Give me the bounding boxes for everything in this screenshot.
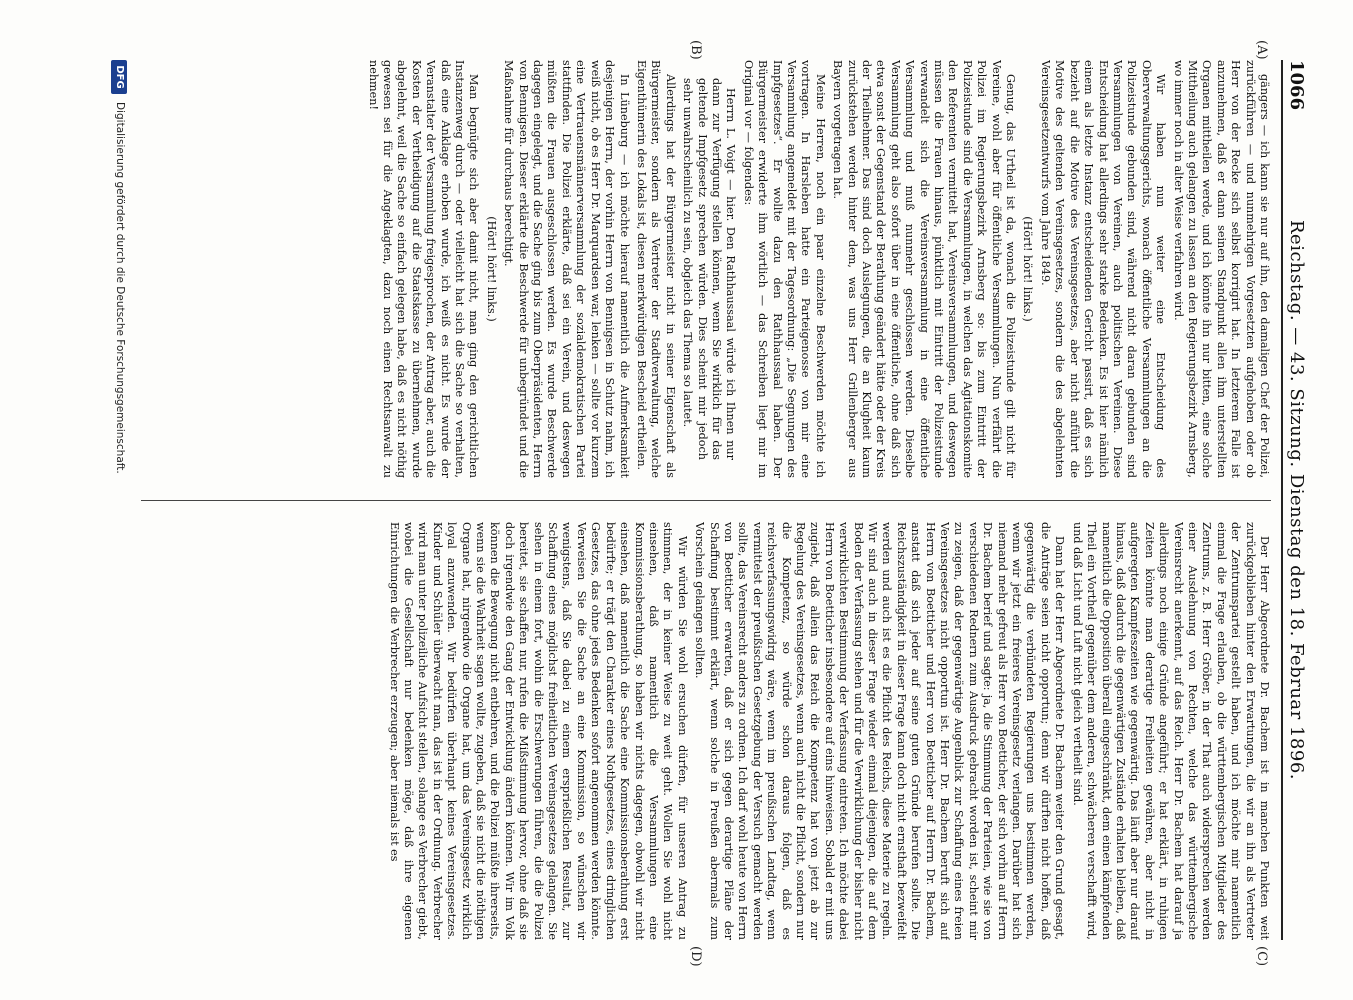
page-footer	[87, 60, 127, 940]
paragraph: Dann hat der Herr Abgeordnete Dr. Bachem weiter den Grund gesagt, die Anträge seien nicht opportun; denn wir dürften nicht hoffen, daß gegenwärtig die verbündeten Regierungen uns bestimmen werden, wenn wir jetzt ein freieres Vereinsgesetz verlangen. Darüber hat sich niemand mehr gefreut als Herr von Boetticher, der sich vorhin auf Herrn Dr. Bachem berief und sagte: ja, die Stimmung der Parteien, wie sie von verschiedenen Rednern zum Ausdruck gebracht worden ist, scheint mir zu zeigen, daß der gegenwärtige Augenblick zur Schaffung eines freien Vereinsgesetzes nicht opportun ist. Herr Dr. Bachem beruft sich auf Herrn von Boetticher und Herr von Boetticher auf Herrn Dr. Bachem, anstatt daß sich jeder auf seine guten Gründe berufen sollte. Die Reichszuständigkeit in dieser Frage kann doch nicht ernsthaft bezweifelt werden und auch ist es die Pflicht des Reichs, diese Materie zu regeln. Wir sind auch in dieser Frage wieder einmal diejenigen, die auf dem Boden der Verfassung stehen und für die Verwirklichung der bisher nicht verwirklichten Bestimmung der Verfassung eintreten. Ich möchte dabei Herrn von Boetticher insbesondere auf eins hinweisen. Sobald er mit uns zugiebt, daß allein das Reich die Kompetenz hat von jetzt ab zur Regelung des Vereinsgesetzes, wenn auch nicht die Pflicht, sondern nur die Kompetenz, so würde schon daraus folgen, daß es reichsverfassungswidrig wäre, wenn im preußischen Landtag, wenn vermittelst der preußischen Gesetzgebung der Versuch gemacht werden sollte, das Vereinsrecht anders zu ordnen. Ich darf wohl heute von Herrn von Boetticher erwarten, daß er sich gegen derartige Pläne der Schaffung bestimmt erklärt, wenn solche in Preußen abermals zum Vorschein gelangen sollten.	[693, 522, 1067, 940]
page-number: 1066	[1286, 60, 1307, 111]
digitization-credit: Digitalisierung gefördert durch die Deutsche Forschungsgemeinschaft.	[114, 102, 126, 474]
paragraph: Der Herr Abgeordnete Dr. Bachem ist in manchen Punkten weit zurückgeblieben hinter den Erwartungen, die wir an ihn als Vertreter der Zentrumspartei gestellt haben, und ich möchte mir namentlich einmal die Frage erlauben, ob die württembergischen Mitglieder des Zentrums, z. B. Herr Gröber, in der That auch widersprechen werden einer Ausdehnung von Rechten, welche das württembergische Vereinsrecht anerkennt, auf das Reich. Herr Dr. Bachem hat darauf ja allerdings noch einige Gründe angeführt; er hat erklärt, in ruhigen Zeiten könnte man derartige Freiheiten gewähren, aber nicht in aufgeregten Kampfeszeiten wie gegenwärtig. Das läuft aber nur darauf hinaus, daß dadurch die gegenwärtigen Zustände erhalten bleiben, daß namentlich die Opposition überall eingeschränkt, dem einen kämpfenden Theil ein Vortheil gegenüber dem anderen, schwächeren verschafft wird, und daß Licht und Luft nicht gleich vertheilt sind.	[1070, 522, 1271, 940]
paragraph: Man begnügte sich aber damit nicht, man ging den gerichtlichen Instanzenweg durch — oder vielleicht hat sich die Sache so verhalten, daß eine Anklage erhoben wurde, ich weiß es nicht. Es wurde der Veranstalter der Versammlung freigesprochen, der Antrag aber, auch die Kosten der Vertheidigung auf die Staatskasse zu übernehmen, wurde abgelehnt, weil die Sache so einfach gelegen habe, daß es nicht nöthig gewesen sei für die Angeklagten, dazu noch einen Rechtsanwalt zu nehmen!	[366, 60, 481, 478]
right-column	[141, 522, 1271, 940]
margin-mark-c: (C)	[1254, 946, 1269, 967]
margin-mark-b: (B)	[688, 40, 703, 60]
left-column	[141, 60, 1271, 478]
column-divider	[141, 500, 1271, 501]
paragraph: Meine Herren, noch ein paar einzelne Beschwerden möchte ich vortragen. In Harsleben hatte ein Parteigenosse von mir eine Versammlung angemeldet mit der Tagesordnung: „Die Segnungen des Impfgesetzes“. Er wollte dazu den Rathhaussaal haben. Der Bürgermeister erwiderte ihm wörtlich — das Schreiben liegt mir im Original vor — folgendes:	[741, 60, 827, 478]
page-header	[1281, 60, 1309, 940]
margin-mark-d: (D)	[688, 946, 703, 967]
paragraph: Wir würden Sie wohl ersuchen dürfen, für unseren Antrag zu stimmen, der in keiner Weise zu weit geht. Wollen Sie wohl nicht einsehen, daß namentlich die Versammlungen eine Kommissionsberathung, so haben wir nichts dagegen, obwohl wir nicht einsehen, daß namentlich die Sache eine Kommissionsberathung erst bedürfte; er trägt den Charakter eines Nothgesetzes, eines dringlichen Gesetzes, das ohne jedes Bedenken sofort angenommen werden könnte. Verweisen Sie die Sache an eine Kommission, so wünschen wir wenigstens, daß Sie dabei zu einem ersprießlichen Resultat, zur Schaffung eines möglichst freiheitlichen Vereinsgesetzes gelangen. Sie sehen in einem fort, wohin die Erschwerungen führen, die die Polizei bereitet, sie schaffen nur, rufen die Mißstimmung hervor, ohne daß sie doch irgendwie den Gang der Entwicklung ändern können. Wir im Volk können die Bewegung nicht entbehren, und die Polizei müßte ihrerseits, wenn sie die Wahrheit sagen wollte, zugeben, daß sie nicht die nöthigen Organe hat, nirgendwo die Organe hat, um das Vereinsgesetz wirklich loyal anzuwenden. Wir bedürfen überhaupt keines Vereinsgesetzes. Kinder und Schüler überwacht man, das ist in der Ordnung. Verbrecher wird man unter polizeiliche Aufsicht stellen, solange es Verbrecher giebt, wobei die Gesellschaft nur bedenken möge, daß ihre eigenen Einrichtungen die Verbrecher erzeugen; aber niemals ist es	[387, 522, 689, 940]
paragraph: Genug, das Urtheil ist da, wonach die Polizeistunde gilt nicht für Vereine, wohl aber für öffentliche Versammlungen. Nun verfährt die Polizei im Regierungsbezirk Arnsberg so: bis zum Eintritt der Polizeistunde sind die Versammlungen, in welchen das Agitationskomite den Referenten vermittelt hat, Vereinsversammlungen, und deswegen müssen die Frauen hinaus, pünktlich mit Eintritt der Polizeistunde verwandelt sich die Vereinsversammlung in eine öffentliche Versammlung und muß nunmehr geschlossen werden. Dieselbe Versammlung geht also sofort über in eine öffentliche, ohne daß sich etwa sonst der Gegenstand der Berathung geändert hätte oder der Kreis der Theilnehmer. Das sind doch Auslegungen, die an Klugheit kaum zurückstehen werden hinter dem, was uns Herr Grillenberger aus Bayern vorgetragen hat.	[831, 60, 1018, 478]
dfg-logo: DFG	[111, 60, 127, 94]
running-title: Reichstag. — 43. Sitzung. Dienstag den 18. Februar 1896.	[1286, 219, 1307, 780]
interjection: (Hört! hört! links.)	[484, 216, 498, 322]
paragraph: Wir haben nun weiter eine Entscheidung des Oberverwaltungsgerichts, wonach öffentliche Versammlungen an die Polizeistunde gebunden sind, während nicht daran gebunden sind Versammlungen von Vereinen, auch politischen Vereinen. Diese Entscheidung hat allerdings sehr starke Bedenken. Es ist hier nämlich einem als letzte Instanz entscheidenden Gericht passirt, daß es sich bezieht auf die Motive des Vereinsgesetzes, aber nicht anführt die Motive des geltenden Vereinsgesetzes, sondern die des abgelehnten Vereinsgesetzentwurfs vom Jahre 1849.	[1038, 60, 1168, 478]
quoted-letter: Herrn L. Voigt — hier. Den Rathhaussaal würde ich Ihnen nur dann zur Verfügung stellen können, wenn Sie wirklich für das geltende Impfgesetz sprechen würden. Dies scheint mir jedoch sehr unwahrscheinlich zu sein, obgleich das Thema so lautet.	[681, 78, 738, 460]
margin-mark-a: (A)	[1254, 40, 1269, 60]
interjection: (Hört! hört! links.)	[1021, 216, 1035, 322]
paragraph: In Lüneburg — ich möchte hierauf namentlich die Aufmerksamkeit desjenigen Herrn, der vorhin Herrn von Bennigsen in Schutz nahm, ich weiß nicht, ob es Herr Dr. Marquardsen war, lenken — sollte vor kurzem eine Vertrauensmännerversammlung der sozialdemokratischen Partei stattfinden. Die Polizei erklärte, daß sei ein Verein, und deswegen müßten die Frauen ausgeschlossen werden. Es wurde Beschwerde dagegen eingelegt, und die Sache ging bis zum Oberpräsidenten, Herrn von Bennigsen. Dieser erklärte die Beschwerde für unbegründet und die Maßnahme für durchaus berechtigt.	[502, 60, 631, 478]
paragraph: gängers — ich kann sie nur auf ihn, den damaligen Chef der Polizei, zurückführen — und nunmehrigen Vorgesetzten aufgehoben oder ob Herr von der Recke sich selbst korrigirt hat. In letzterem Falle ist anzunehmen, daß er dann seinen Standpunkt allen ihm unterstellten Organen mittheilen werde, und ich könnte ihn nur bitten, eine solche Mittheilung auch gelangen zu lassen an den Regierungsbezirk Arnsberg, wo immer noch in alter Weise verfahren wird.	[1171, 60, 1271, 478]
paragraph: Allerdings hat der Bürgermeister nicht in seiner Eigenschaft als Bürgermeister, sondern als Vertreter der Stadtverwaltung, welche Eigenthümerin des Lokals ist, diesen merkwürdigen Bescheid ertheilen.	[634, 60, 677, 478]
